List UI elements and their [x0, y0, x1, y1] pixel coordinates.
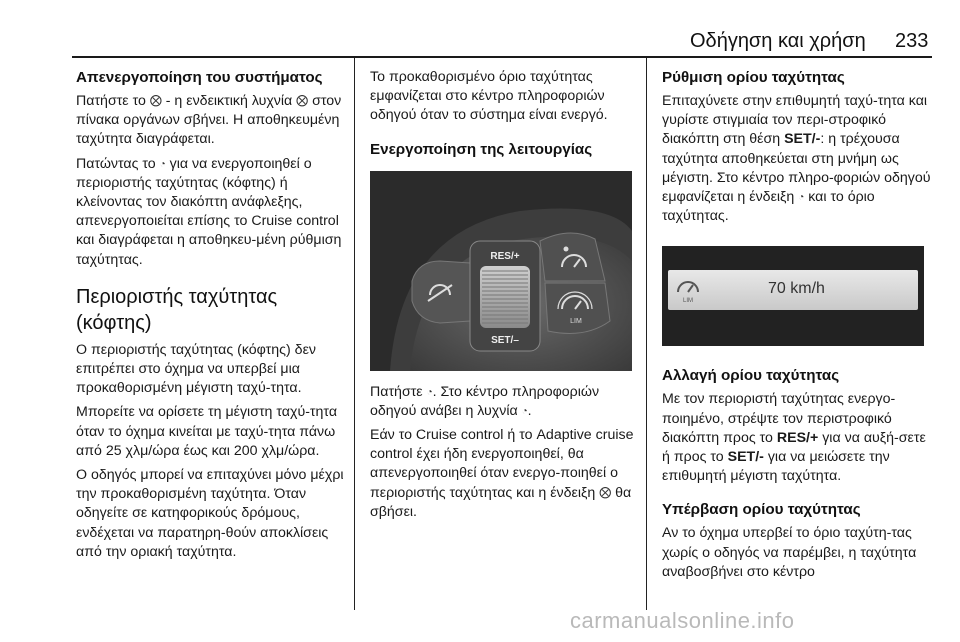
- text-fragment: . Στο κέντρο πληροφοριών οδηγού ανάβει η λυχνία: [370, 383, 600, 419]
- text-fragment: θα σβήσει.: [370, 484, 632, 520]
- speedometer-crossed-icon: ⨂: [149, 93, 162, 107]
- watermark: carmanualsonline.info: [570, 608, 795, 633]
- heading-activation: Ενεργοποίηση της λειτουργίας: [370, 140, 593, 158]
- paragraph-activation-2: [370, 426, 634, 522]
- set-minus-label: SET/–: [491, 334, 519, 346]
- lim-button-label: LIM: [570, 317, 582, 325]
- heading-speed-limiter: Περιοριστής ταχύτητας (κόφτης): [76, 285, 278, 334]
- paragraph-exceed-limit: Αν το όχημα υπερβεί το όριο ταχύτη‐τας χωρίς ο οδηγός να παρέμβει, η ταχύτητα αναβοσβήνει στο κέντρο: [662, 525, 917, 580]
- res-plus-label: RES/+: [490, 250, 520, 262]
- speed-limiter-icon: ◔: [798, 192, 805, 204]
- paragraph-setting-limit: [662, 92, 932, 226]
- speed-limiter-icon: ◔: [426, 386, 433, 398]
- display-speed-limit: 70 km/h: [768, 280, 825, 298]
- text-fragment: Πατήστε το: [76, 93, 150, 109]
- column-1: [76, 62, 344, 562]
- text-fragment: και το όριο ταχύτητας.: [662, 189, 875, 225]
- text-fragment: για να ενεργοποιηθεί ο περιοριστής ταχύτητας (κόφτης) ή κλείνοντας τον διακόπτη ανάφλεξης, απενεργοποιείται επίσης το Cruise control και διαγράφεται η αποθηκευ‐μένη ρύθμιση ταχύτητας.: [76, 155, 342, 268]
- steering-wheel-controls-drawing: [370, 171, 632, 371]
- res-plus-inline: RES/+: [776, 429, 819, 446]
- text-fragment: για να αυξή‐σετε ή προς το: [662, 429, 926, 466]
- display-bar: [668, 270, 918, 310]
- text-fragment: Εάν το Cruise control ή το Adaptive cruise control έχει ήδη ενεργοποιηθεί, θα απενεργοποιηθεί όταν ενεργο‐ποιηθεί ο περιοριστής ταχύτητας και η ένδειξη: [370, 427, 634, 501]
- page-number: 233: [895, 30, 929, 52]
- paragraph-activation-1: [370, 383, 634, 421]
- column-3: [662, 62, 932, 582]
- text-fragment: .: [527, 402, 532, 419]
- text-fragment: Επιταχύνετε στην επιθυμητή ταχύ‐τητα και γυρίστε στιγμιαία τον περι‐στροφικό διακόπτη στη θέση: [662, 93, 928, 148]
- paragraph-limiter-2: Μπορείτε να ορίσετε τη μέγιστη ταχύ‐τητα όταν το όχημα κινείται με ταχύ‐τητα πάνω από 25 χλμ/ώρα έως και 200 χλμ/ώρα.: [76, 404, 338, 459]
- text-fragment: : η τρέχουσα ταχύτητα αποθηκεύεται στη μνήμη ως μέγιστη. Στο κέντρο πληρο‐φοριών οδηγού εμφανίζεται η ένδειξη: [662, 131, 931, 206]
- text-fragment: για να μειώσετε την επιθυμητή μέγιστη ταχύτητα.: [662, 449, 890, 485]
- speedometer-crossed-icon: ⨂: [296, 93, 309, 107]
- driver-info-display-image: [662, 246, 924, 346]
- text-fragment: Πατώντας το: [76, 155, 160, 172]
- set-minus-inline: SET/-: [727, 449, 764, 466]
- column-divider-2: [646, 58, 647, 610]
- paragraph-deactivate-1: [76, 92, 344, 150]
- heading-setting-limit: Ρύθμιση ορίου ταχύτητας: [662, 69, 845, 86]
- speed-limiter-icon: ◔: [159, 158, 166, 170]
- speed-limiter-icon: [674, 276, 702, 304]
- heading-change-limit: Αλλαγή ορίου ταχύτητας: [662, 367, 840, 385]
- column-2: [370, 62, 634, 522]
- speed-limiter-icon: ◔: [521, 405, 528, 417]
- paragraph-limit-displayed: Το προκαθορισμένο όριο ταχύτητας εμφανίζεται στο κέντρο πληροφοριών οδηγού όταν το σύστημα είναι ενεργό.: [370, 69, 608, 124]
- page-header: [0, 0, 960, 56]
- heading-exceed-limit: Υπέρβαση ορίου ταχύτητας: [662, 501, 861, 519]
- text-fragment: Πατήστε: [370, 383, 427, 400]
- heading-deactivate-system: Απενεργοποίηση του συστήματος: [76, 69, 323, 86]
- display-lim-label: LIM: [682, 298, 694, 305]
- header-rule: [72, 56, 932, 58]
- column-divider-1: [354, 58, 355, 610]
- set-minus-inline: SET/-: [784, 131, 821, 148]
- paragraph-limiter-1: Ο περιοριστής ταχύτητας (κόφτης) δεν επιτρέπει στο όχημα να υπερβεί μια προκαθορισμένη μέγιστη ταχύ‐τητα.: [76, 341, 316, 397]
- section-title: Οδήγηση και χρήση: [690, 30, 866, 52]
- paragraph-deactivate-2: [76, 155, 344, 270]
- text-fragment: - η ενδεικτική λυχνία: [161, 93, 297, 109]
- steering-wheel-controls-image: [370, 171, 632, 371]
- text-fragment: Με τον περιοριστή ταχύτητας ενεργο‐ποιημένο, στρέψτε τον περιστροφικό διακόπτη προς το: [662, 391, 896, 446]
- text-fragment: στον πίνακα οργάνων σβήνει. Η αποθηκευμένη ταχύτητα διαγράφεται.: [76, 93, 342, 148]
- paragraph-limiter-3: Ο οδηγός μπορεί να επιταχύνει μόνο μέχρι την προκαθορισμένη ταχύτητα. Όταν οδηγείτε σε κατηφορικούς δρόμους, ενδέχεται να παρατηρη‐θούν αποκλίσεις από την οριακή ταχύτητα.: [76, 467, 344, 560]
- paragraph-change-limit: [662, 390, 932, 486]
- speedometer-crossed-icon: ⨂: [599, 484, 612, 499]
